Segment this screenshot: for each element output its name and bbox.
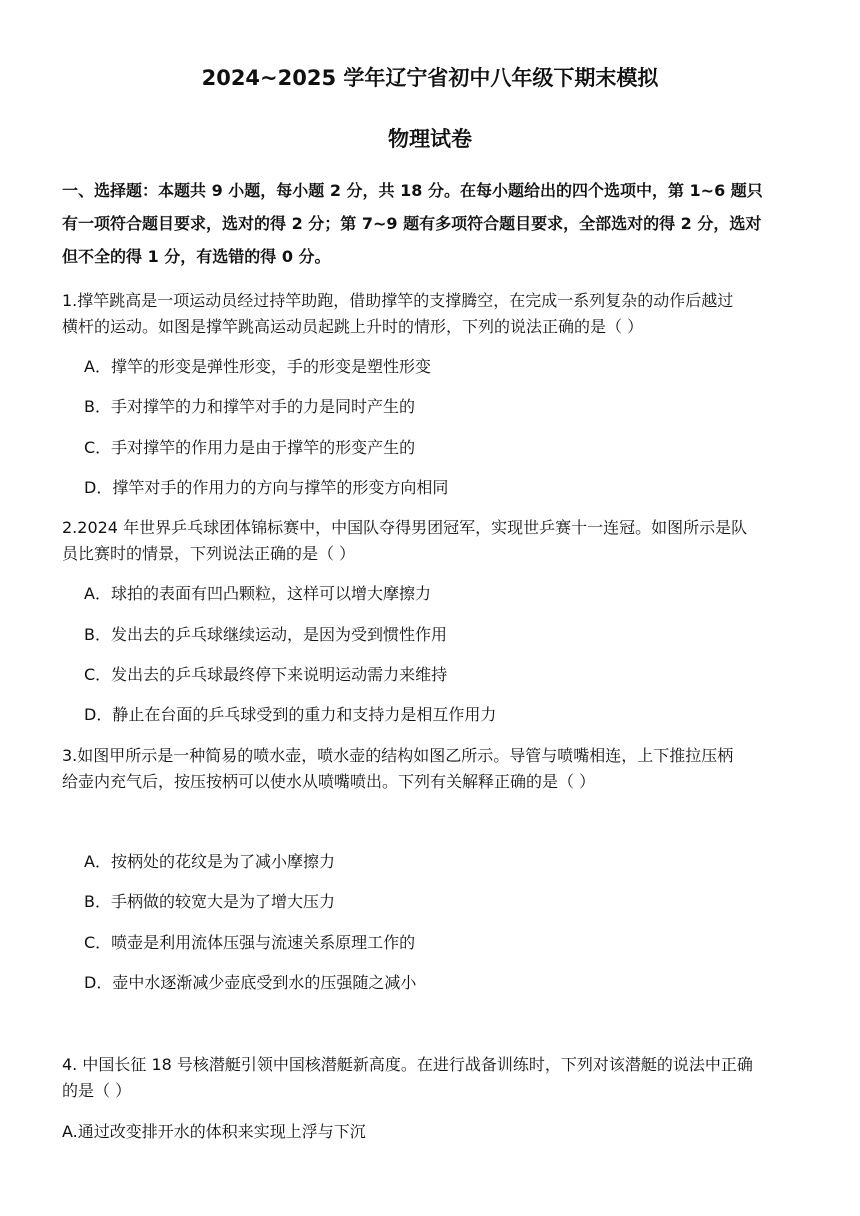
instruction-line: 但不全的得 1 分，有选错的得 0 分。 — [62, 247, 331, 266]
exam-title: 2024~2025 学年辽宁省初中八年级下期末模拟 — [201, 66, 659, 90]
option-d: D．壶中水逐渐减少壶底受到水的压强随之减小 — [84, 973, 417, 992]
option-c: C．手对撑竿的作用力是由于撑竿的形变产生的 — [84, 438, 416, 457]
question-stem: 给壶内充气后，按压按柄可以使水从喷嘴喷出。下列有关解释正确的是（ ） — [62, 772, 596, 791]
question-stem: 员比赛时的情景，下列说法正确的是（ ） — [62, 544, 356, 563]
option-a: A．球拍的表面有凹凸颗粒，这样可以增大摩擦力 — [84, 584, 431, 603]
option-b: B．发出去的乒乓球继续运动，是因为受到惯性作用 — [84, 625, 447, 644]
option-d: D．撑竿对手的作用力的方向与撑竿的形变方向相同 — [84, 478, 449, 497]
option-b: B．手柄做的较宽大是为了增大压力 — [84, 892, 335, 911]
option-a: A．按柄处的花纹是为了减小摩擦力 — [84, 852, 335, 871]
question-stem: 4. 中国长征 18 号核潜艇引领中国核潜艇新高度。在进行战备训练时，下列对该潜艇的说法中正确 — [62, 1055, 753, 1074]
option-d: D．静止在台面的乒乓球受到的重力和支持力是相互作用力 — [84, 705, 497, 724]
question-stem: 1.撑竿跳高是一项运动员经过持竿助跑，借助撑竿的支撑腾空，在完成一系列复杂的动作后越过 — [62, 291, 734, 310]
instruction-line: 有一项符合题目要求，选对的得 2 分；第 7~9 题有多项符合题目要求，全部选对的得 2 分，选对 — [62, 214, 762, 233]
question-stem: 横杆的运动。如图是撑竿跳高运动员起跳上升时的情形，下列的说法正确的是（ ） — [62, 317, 644, 336]
instruction-line: 一、选择题：本题共 9 小题，每小题 2 分，共 18 分。在每小题给出的四个选项中，第 1~6 题只 — [62, 181, 763, 200]
option-b: B．手对撑竿的力和撑竿对手的力是同时产生的 — [84, 397, 415, 416]
option-c: C．发出去的乒乓球最终停下来说明运动需力来维持 — [84, 665, 448, 684]
option-a: A．撑竿的形变是弹性形变，手的形变是塑性形变 — [84, 357, 431, 376]
question-stem: 3.如图甲所示是一种简易的喷水壶，喷水壶的结构如图乙所示。导管与喷嘴相连，上下推拉压柄 — [62, 746, 734, 765]
question-stem: 的是（ ） — [62, 1081, 132, 1100]
option-c: C．喷壶是利用流体压强与流速关系原理工作的 — [84, 933, 416, 952]
question-stem: 2.2024 年世界乒乓球团体锦标赛中，中国队夺得男团冠军，实现世乒赛十一连冠。如图所示是队 — [62, 518, 748, 537]
option-a: A.通过改变排开水的体积来实现上浮与下沉 — [62, 1122, 366, 1141]
exam-subject: 物理试卷 — [388, 127, 472, 151]
